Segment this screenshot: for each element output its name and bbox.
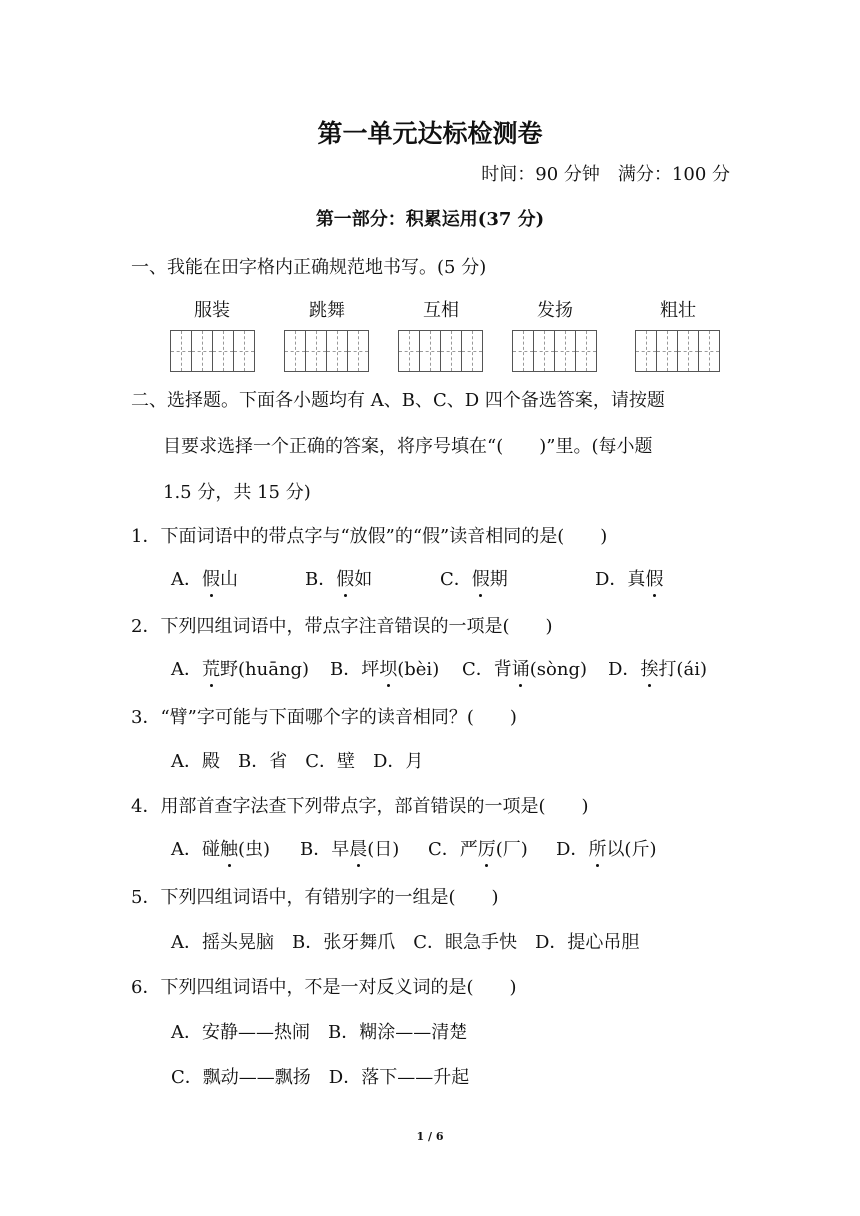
question-2-option-c[interactable]: C．背诵(sòng) xyxy=(462,655,587,681)
writing-grid[interactable] xyxy=(635,330,720,372)
question-4-option-a[interactable]: A．碰触(虫) xyxy=(171,835,270,861)
section1-heading: 一、我能在田字格内正确规范地书写。(5 分) xyxy=(131,257,487,278)
writing-grid[interactable] xyxy=(398,330,483,372)
question-6-options-line1[interactable]: A．安静——热闹 B．糊涂——清楚 xyxy=(171,1022,468,1043)
question-6-stem: 6．下列四组词语中，不是一对反义词的是( ) xyxy=(131,977,517,998)
grid-word: 发扬 xyxy=(537,300,573,321)
question-1-option-d[interactable]: D．真假 xyxy=(595,565,663,591)
question-2-option-a[interactable]: A．荒野(huāng) xyxy=(171,655,309,681)
grid-word: 跳舞 xyxy=(309,300,345,321)
question-3-options[interactable]: A．殿 B．省 C．壁 D．月 xyxy=(171,751,424,772)
grid-word: 服装 xyxy=(194,300,230,321)
writing-grid[interactable] xyxy=(284,330,369,372)
section2-heading-line3: 1.5 分，共 15 分) xyxy=(163,482,311,503)
part-heading: 第一部分：积累运用(37 分) xyxy=(315,209,545,230)
question-1-option-c[interactable]: C．假期 xyxy=(440,565,508,591)
question-3-stem: 3．“臂”字可能与下面哪个字的读音相同？( ) xyxy=(131,707,517,728)
section2-heading-line1: 二、选择题。下面各小题均有 A、B、C、D 四个备选答案，请按题 xyxy=(131,390,665,411)
question-4-option-b[interactable]: B．早晨(日) xyxy=(300,835,399,861)
writing-grid[interactable] xyxy=(512,330,597,372)
question-1-option-b[interactable]: B．假如 xyxy=(305,565,372,591)
section2-heading-line2: 目要求选择一个正确的答案，将序号填在“( )”里。(每小题 xyxy=(163,436,653,457)
grid-word: 粗壮 xyxy=(660,300,696,321)
question-6-options-line2[interactable]: C．飘动——飘扬 D．落下——升起 xyxy=(171,1067,470,1088)
question-2-option-b[interactable]: B．坪坝(bèi) xyxy=(330,655,439,681)
page-number: 1 / 6 xyxy=(416,1130,444,1143)
page-title: 第一单元达标检测卷 xyxy=(317,119,543,148)
question-2-option-d[interactable]: D．挨打(ái) xyxy=(608,655,707,681)
question-2-stem: 2．下列四组词语中，带点字注音错误的一项是( ) xyxy=(131,616,553,637)
question-4-option-c[interactable]: C．严厉(厂) xyxy=(428,835,528,861)
question-5-stem: 5．下列四组词语中，有错别字的一组是( ) xyxy=(131,887,499,908)
question-1-option-a[interactable]: A．假山 xyxy=(171,565,238,591)
exam-meta: 时间：90 分钟 满分：100 分 xyxy=(481,164,730,185)
question-5-options[interactable]: A．摇头晃脑 B．张牙舞爪 C．眼急手快 D．提心吊胆 xyxy=(171,932,640,953)
grid-word: 互相 xyxy=(423,300,459,321)
question-1-stem: 1．下面词语中的带点字与“放假”的“假”读音相同的是( ) xyxy=(131,526,608,547)
question-4-stem: 4．用部首查字法查下列带点字，部首错误的一项是( ) xyxy=(131,796,589,817)
writing-grid[interactable] xyxy=(170,330,255,372)
question-4-option-d[interactable]: D．所以(斤) xyxy=(556,835,656,861)
